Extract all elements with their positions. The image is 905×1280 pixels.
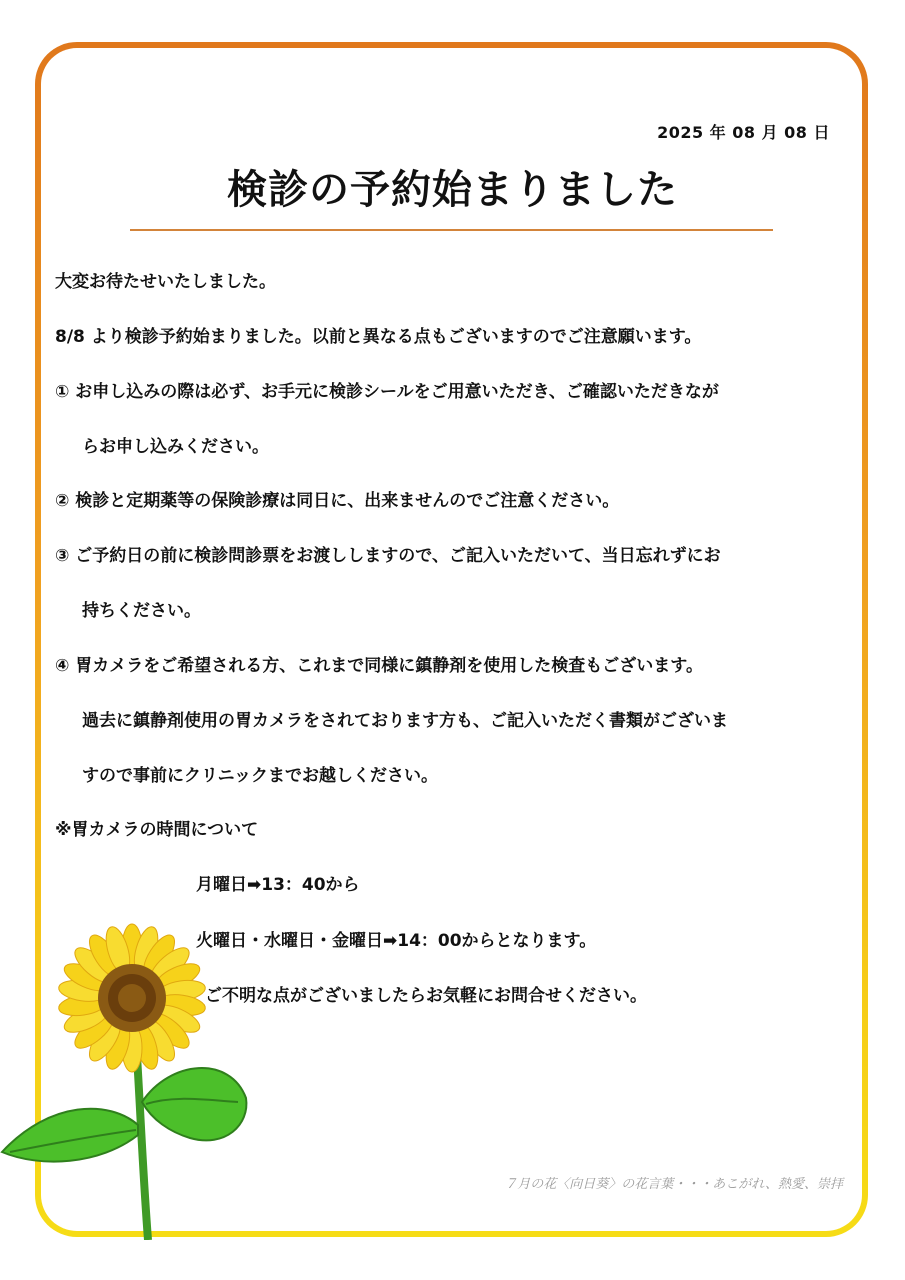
schedule-tue-wed-fri: 火曜日・水曜日・金曜日➡14：00からとなります。 bbox=[196, 931, 597, 951]
sunflower-stem bbox=[136, 1040, 148, 1240]
title-underline bbox=[130, 229, 773, 231]
camera-time-heading: ※胃カメラの時間について bbox=[55, 820, 259, 840]
contact-line: ご不明な点がございましたらお気軽にお問合せください。 bbox=[205, 986, 647, 1006]
notice-date: 2025 年 08 月 08 日 bbox=[657, 123, 830, 142]
item-3-line-1: ③ ご予約日の前に検診問診票をお渡ししますので、ご記入いただいて、当日忘れずにお bbox=[55, 546, 721, 566]
schedule-monday: 月曜日➡13：40から bbox=[196, 875, 360, 895]
item-4-line-3: すので事前にクリニックまでお越しください。 bbox=[82, 766, 438, 786]
item-4-line-2: 過去に鎮静剤使用の胃カメラをされております方も、ご記入いただく書類がございま bbox=[82, 711, 728, 731]
item-4-line-1: ④ 胃カメラをご希望される方、これまで同様に鎮静剤を使用した検査もございます。 bbox=[55, 656, 703, 676]
right-leaf bbox=[142, 1068, 246, 1140]
sunflower-illustration bbox=[0, 920, 260, 1240]
intro-line: 8/8 より検診予約始まりました。以前と異なる点もございますのでご注意願います。 bbox=[55, 327, 702, 347]
left-leaf bbox=[2, 1109, 138, 1162]
item-1-line-2: らお申し込みください。 bbox=[82, 437, 269, 457]
flower-language-footer: ７月の花〈向日葵〉の花言葉・・・あこがれ、熱愛、崇拝 bbox=[504, 1177, 843, 1192]
greeting-line: 大変お待たせいたしました。 bbox=[55, 272, 276, 292]
item-3-line-2: 持ちください。 bbox=[82, 601, 201, 621]
notice-title: 検診の予約始まりました bbox=[227, 167, 678, 213]
item-2-line: ② 検診と定期薬等の保険診療は同日に、出来ませんのでご注意ください。 bbox=[55, 491, 620, 511]
item-1-line-1: ① お申し込みの際は必ず、お手元に検診シールをご用意いただき、ご確認いただきなが bbox=[55, 382, 719, 402]
